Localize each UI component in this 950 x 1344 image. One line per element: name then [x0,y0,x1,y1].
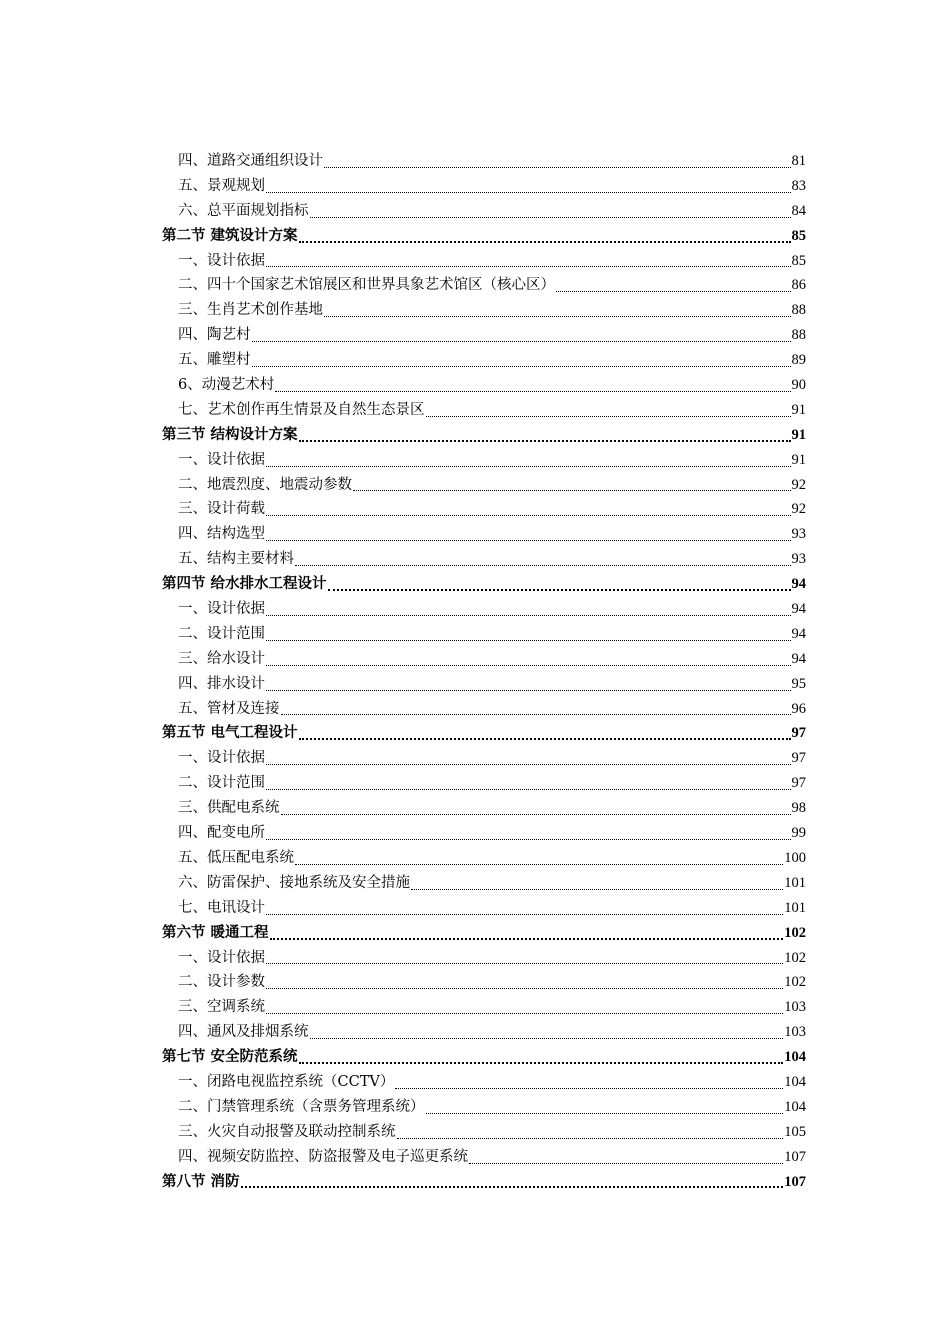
toc-subsection-entry[interactable] [162,1095,806,1120]
toc-page-number: 100 [784,849,806,866]
dot-leader [299,738,791,740]
dot-leader [266,640,791,641]
toc-subsection-entry[interactable] [162,821,806,846]
toc-page-number: 104 [784,1049,806,1066]
toc-entry-title: 五、管材及连接 [178,700,280,717]
dot-leader [324,167,791,168]
toc-page-number: 91 [791,426,806,443]
dot-leader [266,466,791,467]
toc-entry-title: 五、低压配电系统 [178,849,294,866]
toc-page-number: 93 [791,526,806,543]
toc-entry-title: 六、防雷保护、接地系统及安全措施 [178,874,410,891]
toc-entry-title: 二、设计范围 [178,775,265,792]
dot-leader [411,889,783,890]
toc-subsection-entry[interactable] [162,1070,806,1095]
toc-page-number: 92 [791,501,806,518]
dot-leader [299,1062,784,1064]
toc-subsection-entry[interactable] [162,746,806,771]
toc-subsection-entry[interactable] [162,149,806,174]
dot-leader [266,764,791,765]
toc-page-number: 90 [791,377,806,394]
toc-subsection-entry[interactable] [162,1145,806,1170]
toc-page-number: 107 [784,1148,806,1165]
dot-leader [556,291,791,292]
toc-entry-title: 四、排水设计 [178,675,265,692]
toc-entry-title: 三、火灾自动报警及联动控制系统 [178,1123,396,1140]
toc-page-number: 94 [791,625,806,642]
toc-subsection-entry[interactable] [162,597,806,622]
toc-subsection-entry[interactable] [162,199,806,224]
toc-page-number: 102 [784,924,806,941]
toc-entry-title: 二、设计参数 [178,974,265,991]
toc-page-number: 88 [791,302,806,319]
toc-page-number: 97 [791,725,806,742]
toc-page-number: 94 [791,650,806,667]
toc-entry-title: 三、设计荷载 [178,501,265,518]
toc-entry-title: 第六节 暖通工程 [162,923,269,941]
toc-entry-title: 四、配变电所 [178,825,265,842]
toc-entry-title: 三、生肖艺术创作基地 [178,302,323,319]
toc-subsection-entry[interactable] [162,522,806,547]
dot-leader [270,938,784,940]
dot-leader [266,665,791,666]
toc-page-number: 104 [784,1098,806,1115]
toc-subsection-entry[interactable] [162,871,806,896]
toc-page-number: 104 [784,1073,806,1090]
dot-leader [252,341,791,342]
toc-subsection-entry[interactable] [162,647,806,672]
dot-leader [281,714,791,715]
toc-subsection-entry[interactable] [162,771,806,796]
toc-subsection-entry[interactable] [162,547,806,572]
toc-entry-title: 五、结构主要材料 [178,551,294,568]
toc-subsection-entry[interactable] [162,323,806,348]
toc-page-number: 105 [784,1123,806,1140]
dot-leader [469,1163,783,1164]
toc-page-number: 85 [791,227,806,244]
dot-leader [426,416,791,417]
toc-subsection-entry[interactable] [162,398,806,423]
toc-page-number: 97 [791,750,806,767]
toc-subsection-entry[interactable] [162,796,806,821]
toc-entry-title: 四、通风及排烟系统 [178,1024,309,1041]
dot-leader [299,241,791,243]
dot-leader [281,814,791,815]
toc-subsection-entry[interactable] [162,622,806,647]
toc-subsection-entry[interactable] [162,348,806,373]
dot-leader [266,839,791,840]
toc-page-number: 88 [791,327,806,344]
toc-page-number: 103 [784,999,806,1016]
toc-entry-title: 三、供配电系统 [178,800,280,817]
toc-entry-title: 一、设计依据 [178,451,265,468]
dot-leader [295,864,783,865]
toc-entry-title: 一、设计依据 [178,750,265,767]
toc-page-number: 91 [791,401,806,418]
dot-leader [353,490,791,491]
dot-leader [266,192,791,193]
toc-section-entry[interactable] [162,224,806,249]
toc-entry-title: 二、设计范围 [178,625,265,642]
toc-subsection-entry[interactable] [162,846,806,871]
dot-leader [266,789,791,790]
toc-entry-title: 第八节 消防 [162,1172,240,1190]
toc-page-number: 101 [784,874,806,891]
dot-leader [310,1038,784,1039]
toc-section-entry[interactable] [162,572,806,597]
toc-entry-title: 第四节 给水排水工程设计 [162,575,327,593]
toc-page-number: 84 [791,202,806,219]
toc-entry-title: 第七节 安全防范系统 [162,1048,298,1066]
toc-entry-title: 七、艺术创作再生情景及自然生态景区 [178,401,425,418]
toc-entry-title: 一、设计依据 [178,252,265,269]
toc-subsection-entry[interactable] [162,174,806,199]
toc-section-entry[interactable] [162,1045,806,1070]
toc-subsection-entry[interactable] [162,473,806,498]
toc-entry-title: 第五节 电气工程设计 [162,724,298,742]
dot-leader [266,914,783,915]
dot-leader [252,366,791,367]
toc-subsection-entry[interactable] [162,448,806,473]
toc-subsection-entry[interactable] [162,946,806,971]
toc-entry-title: 四、结构选型 [178,526,265,543]
toc-page-number: 102 [784,949,806,966]
toc-page-number: 92 [791,476,806,493]
dot-leader [295,565,791,566]
toc-entry-title: 三、给水设计 [178,650,265,667]
toc-subsection-entry[interactable] [162,995,806,1020]
toc-subsection-entry[interactable] [162,896,806,921]
dot-leader [266,615,791,616]
dot-leader [266,988,783,989]
toc-section-entry[interactable] [162,1170,806,1195]
toc-entry-title: 一、设计依据 [178,949,265,966]
toc-entry-title: 六、总平面规划指标 [178,202,309,219]
dot-leader [397,1138,784,1139]
toc-page-number: 94 [791,601,806,618]
toc-subsection-entry[interactable] [162,497,806,522]
toc-entry-title: 四、道路交通组织设计 [178,153,323,169]
toc-subsection-entry[interactable] [162,249,806,274]
toc-subsection-entry[interactable] [162,298,806,323]
toc-page-number: 89 [791,352,806,369]
toc-entry-title: 一、设计依据 [178,601,265,618]
toc-entry-title: 第三节 结构设计方案 [162,425,298,443]
toc-subsection-entry[interactable] [162,1120,806,1145]
toc-entry-title: 一、闭路电视监控系统（CCTV） [178,1073,395,1090]
dot-leader [266,690,791,691]
toc-subsection-entry[interactable] [162,970,806,995]
dot-leader [324,316,791,317]
dot-leader [266,1013,783,1014]
toc-entry-title: 五、雕塑村 [178,352,251,369]
toc-page-number: 103 [784,1024,806,1041]
dot-leader [395,1088,783,1089]
dot-leader [310,217,791,218]
table-of-contents [162,149,806,1194]
dot-leader [328,589,791,591]
dot-leader [266,963,783,964]
dot-leader [241,1186,784,1188]
dot-leader [266,540,791,541]
toc-page-number: 97 [791,775,806,792]
toc-entry-title: 四、陶艺村 [178,327,251,344]
toc-page-number: 86 [791,277,806,294]
toc-entry-title: 四、视频安防监控、防盗报警及电子巡更系统 [178,1148,468,1165]
toc-section-entry[interactable] [162,721,806,746]
toc-page-number: 95 [791,675,806,692]
toc-entry-title: 第二节 建筑设计方案 [162,226,298,244]
toc-page-number: 101 [784,899,806,916]
toc-page-number: 81 [791,153,806,169]
toc-page-number: 83 [791,177,806,194]
dot-leader [299,440,791,442]
dot-leader [266,515,791,516]
toc-subsection-entry[interactable] [162,1020,806,1045]
toc-page-number: 94 [791,576,806,593]
toc-page-number: 107 [784,1173,806,1190]
toc-entry-title: 6、动漫艺术村 [178,377,275,394]
toc-page-number: 85 [791,252,806,269]
toc-entry-title: 七、电讯设计 [178,899,265,916]
toc-page-number: 91 [791,451,806,468]
toc-entry-title: 二、门禁管理系统（含票务管理系统） [178,1098,425,1115]
toc-subsection-entry[interactable] [162,672,806,697]
toc-page-number: 98 [791,800,806,817]
toc-entry-title: 三、空调系统 [178,999,265,1016]
dot-leader [275,391,790,392]
toc-section-entry[interactable] [162,921,806,946]
toc-page-number: 102 [784,974,806,991]
toc-entry-title: 二、地震烈度、地震动参数 [178,476,352,493]
toc-subsection-entry[interactable] [162,697,806,722]
dot-leader [266,266,791,267]
toc-entry-title: 二、四十个国家艺术馆展区和世界具象艺术馆区（核心区） [178,277,555,294]
toc-page-number: 93 [791,551,806,568]
toc-page-number: 96 [791,700,806,717]
toc-subsection-entry[interactable] [162,373,806,398]
dot-leader [426,1113,784,1114]
toc-entry-title: 五、景观规划 [178,177,265,194]
toc-page-number: 99 [791,825,806,842]
toc-section-entry[interactable] [162,423,806,448]
toc-subsection-entry[interactable] [162,273,806,298]
